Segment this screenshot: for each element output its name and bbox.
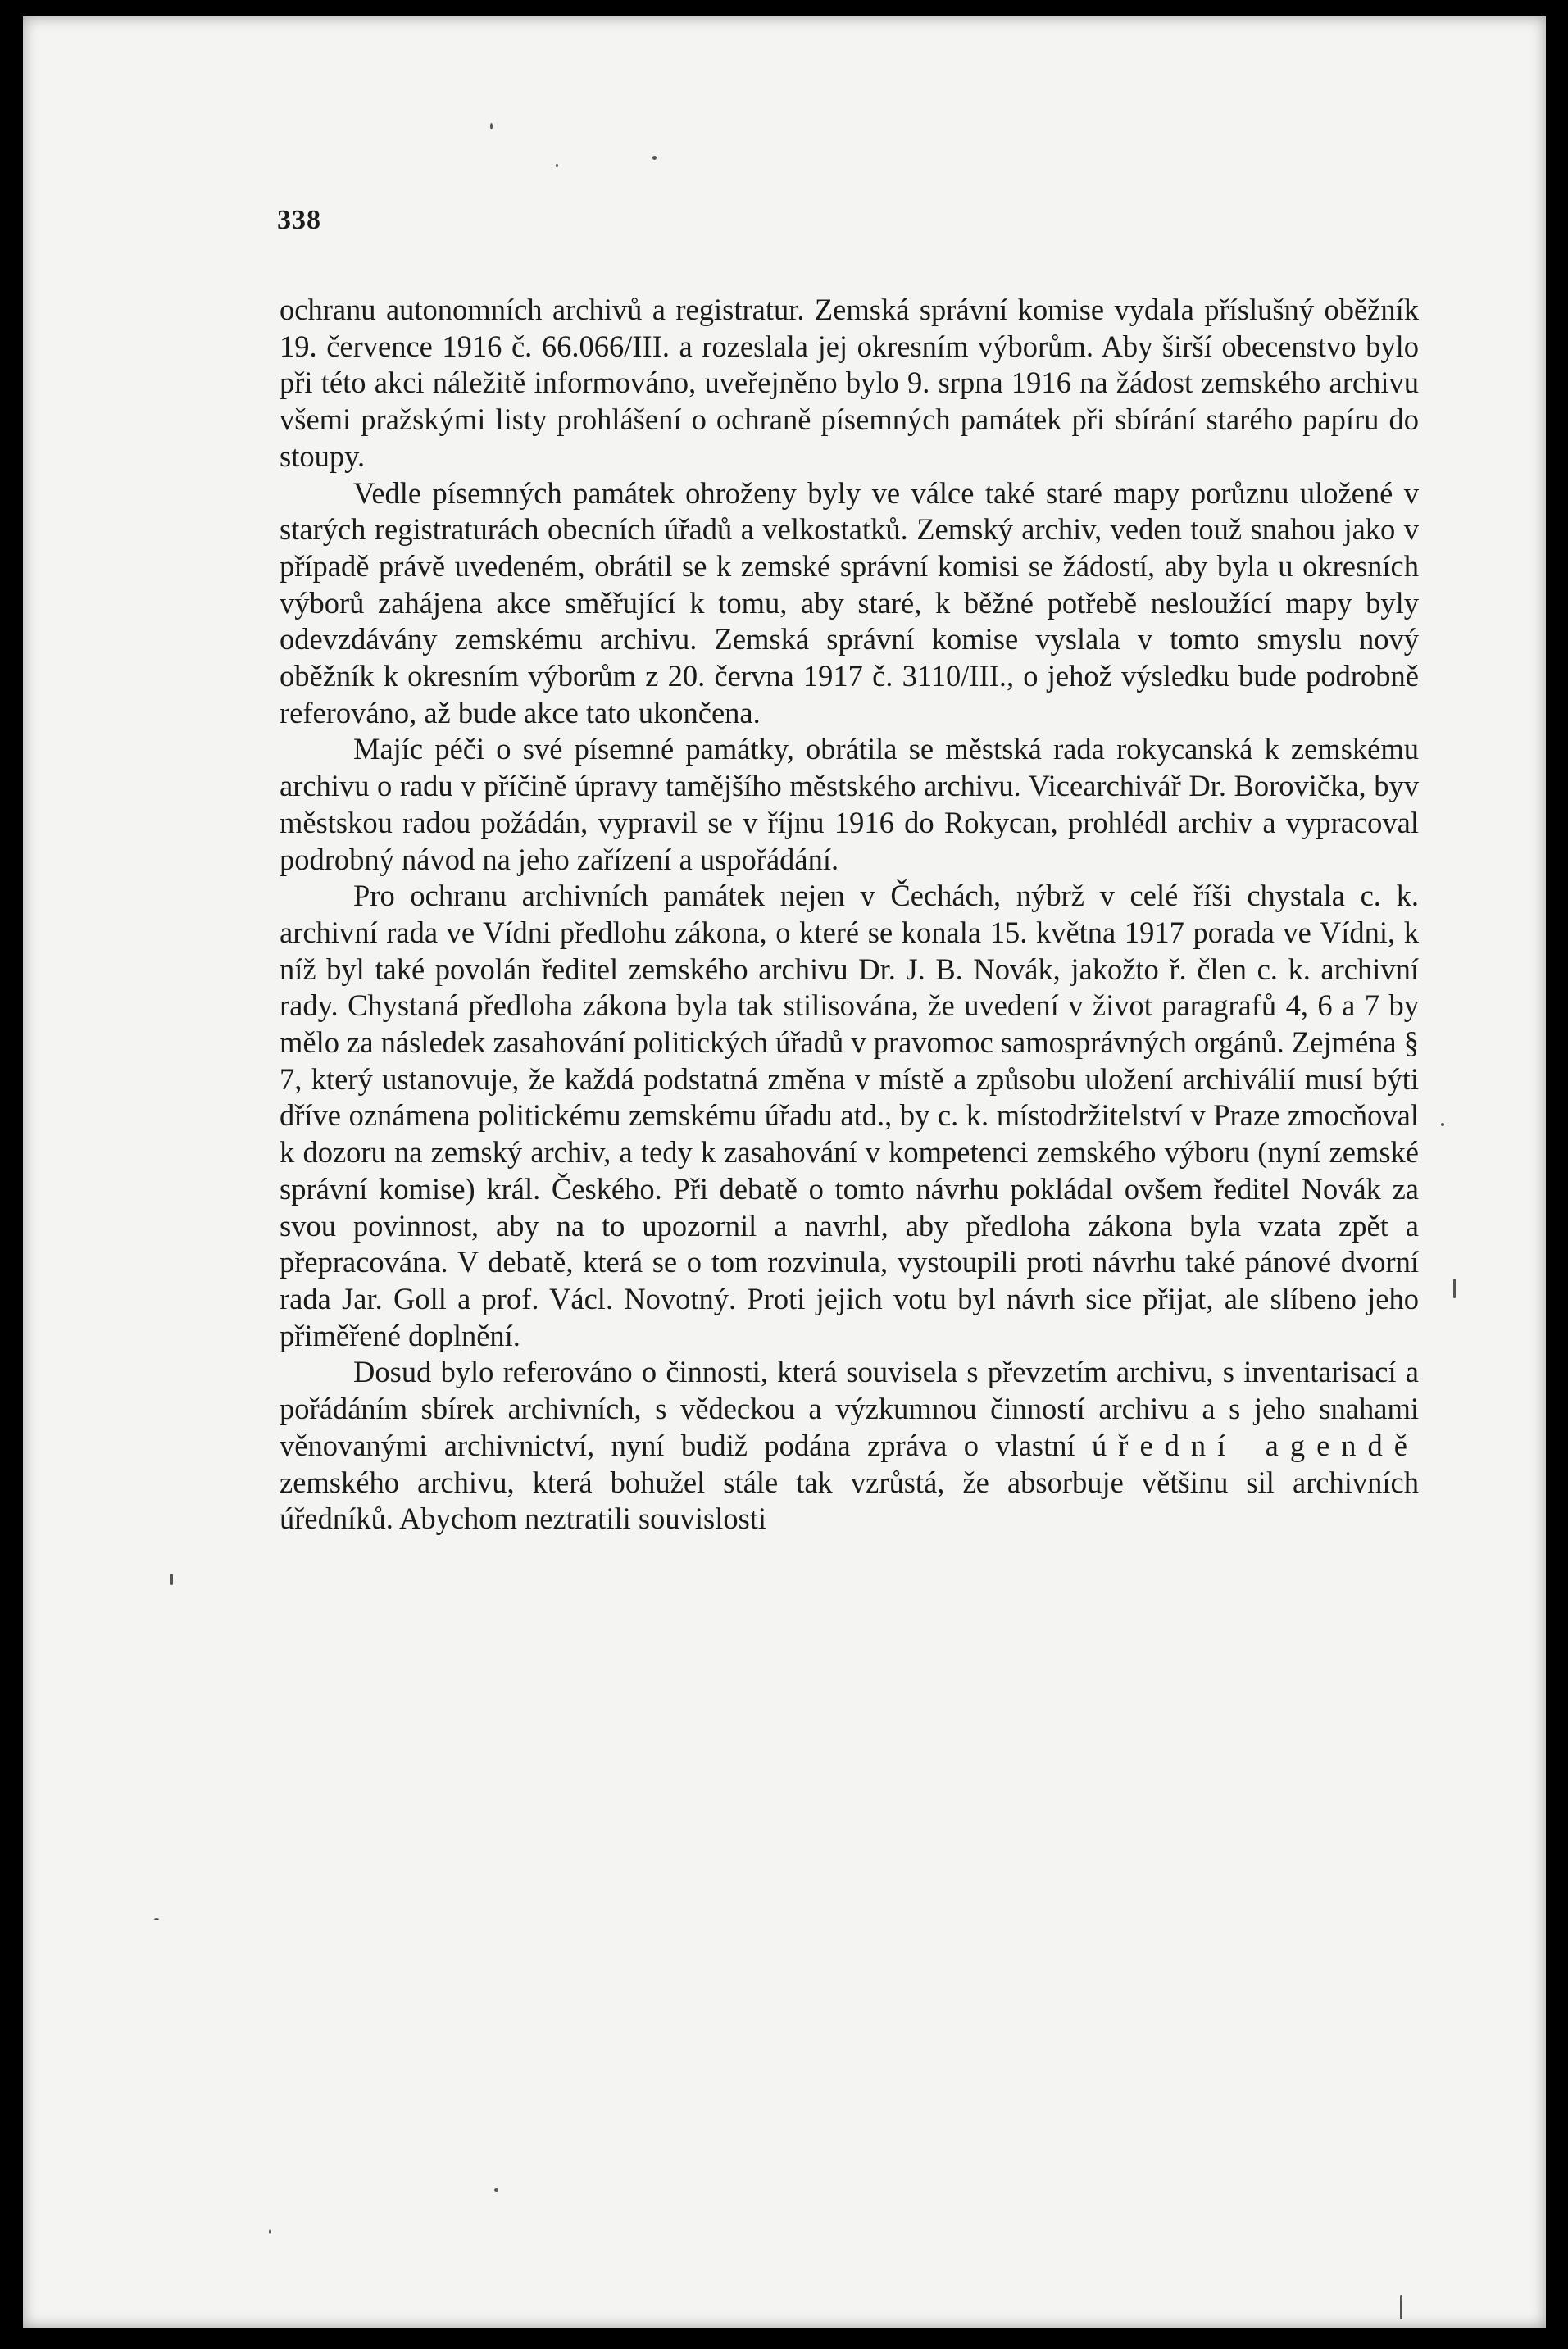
scan-speck [1453, 1279, 1456, 1298]
paragraph: ochranu autonomních archivů a registratur. Zemská správní komise vydala příslušný oběžník 19. července 1916 č. 66.066/III. a rozeslala jej okresním výborům. Aby širší obecenstvo bylo při této akci náležitě informováno, uveřejněno bylo 9. srpna 1916 na žádost zemského archivu všemi pražskými listy prohlášení o ochraně písemných památek při sbírání starého papíru do stoupy. [280, 293, 1419, 473]
paragraph: Vedle písemných památek ohroženy byly ve válce také staré mapy porůznu uložené v starých registraturách obecních úřadů a velkostatků. Zemský archiv, veden touž snahou jako v případě právě uvedeném, obrátil se k zemské správní komisi se žádostí, aby byla u okresních výborů zahájena akce směřující k tomu, aby staré, k běžné potřebě nesloužící mapy byly odevzdávány zemskému archivu. Zemská správní komise vyslala v tomto smyslu nový oběžník k okresním výborům z 20. června 1917 č. 3110/III., o jehož výsledku bude podrobně referováno, až bude akce tato ukončena. [280, 475, 1419, 729]
paragraph-text: Dosud bylo referováno o činnosti, která souvisela s převzetím archivu, s inventarisací a pořádáním sbírek archivních, s vědeckou a výzkumnou činností archivu a s jeho snahami věnovanými archivnictví, nyní budiž podána zpráva o vlastní [280, 1355, 1419, 1462]
paragraph-text: zemského archivu, která bohužel stále tak vzrůstá, že absorbuje většinu sil archivních úředníků. Abychom neztratili souvislosti [280, 1465, 1419, 1536]
scan-speck [154, 1918, 159, 1920]
scan-speck [269, 2229, 271, 2234]
scan-speck [556, 164, 558, 167]
body-text [280, 292, 1419, 1538]
page-number: 338 [277, 205, 321, 235]
paragraph: Majíc péči o své písemné památky, obrátila se městská rada rokycanská k zemskému archivu o radu v příčině úpravy tamějšího městského archivu. Vicearchivář Dr. Borovička, byv městskou radou požádán, vypravil se v říjnu 1916 do Rokycan, prohlédl archiv a vypracoval podrobný návod na jeho zařízení a uspořádání. [280, 732, 1419, 876]
scan-speck [652, 156, 657, 160]
scan-speck [1400, 2295, 1402, 2319]
scan-speck [494, 2188, 498, 2192]
paragraph: Pro ochranu archivních památek nejen v Čechách, nýbrž v celé říši chystala c. k. archivní rada ve Vídni předlohu zákona, o které se konala 15. května 1917 porada ve Vídni, k níž byl také povolán ředitel zemského archivu Dr. J. B. Novák, jakožto ř. člen c. k. archivní rady. Chystaná předloha zákona byla tak stilisována, že uvedení v život paragrafů 4, 6 a 7 by mělo za následek zasahování politických úřadů v pravomoc samosprávných orgánů. Zejména § 7, který ustanovuje, že každá podstatná změna v místě a způsobu uložení archiválií musí býti dříve oznámena politickému zemskému úřadu atd., by c. k. místodržitelství v Praze zmocňoval k dozoru na zemský archiv, a tedy k zasahování v kompetenci zemského výboru (nyní zemské správní komise) král. Českého. Při debatě o tomto návrhu pokládal ovšem ředitel Novák za svou povinnost, aby na to upozornil a navrhl, aby předloha zákona byla vzata zpět a přepracována. V debatě, která se o tom rozvinula, vystoupili proti návrhu také pánové dvorní rada Jar. Goll a prof. Václ. Novotný. Proti jejich votu byl návrh sice přijat, ale slíbeno jeho přiměřené doplnění. [280, 879, 1419, 1352]
scanned-page [23, 16, 1546, 2328]
scan-speck [490, 123, 493, 129]
spaced-emphasis: úřední agendě [1092, 1428, 1420, 1462]
scan-speck [1441, 1123, 1444, 1126]
scan-speck [170, 1574, 173, 1585]
paragraph [280, 1354, 1419, 1538]
